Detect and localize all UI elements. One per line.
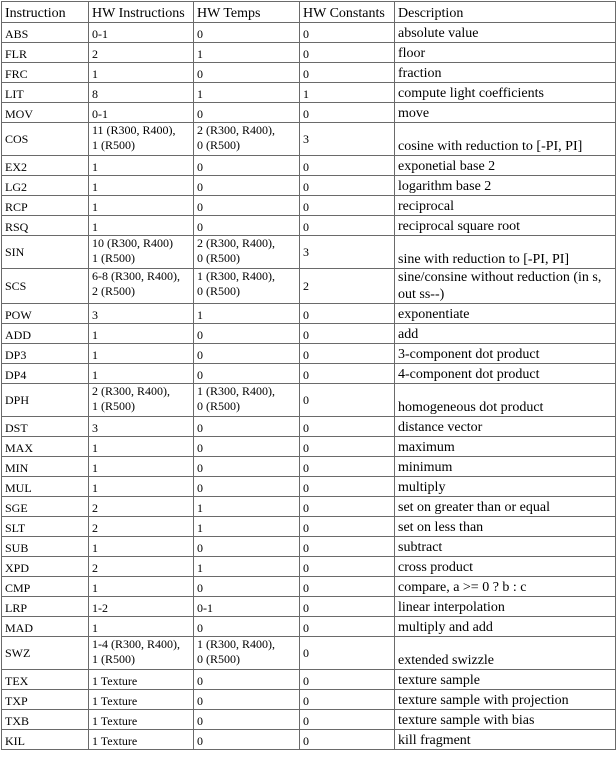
cell-line: 1 (R300, R400), xyxy=(197,637,275,651)
cell-hw-constants: 0 xyxy=(300,477,395,497)
cell-instruction: DP3 xyxy=(2,344,89,364)
cell-hw-constants: 2 xyxy=(300,269,395,304)
cell-hw-temps xyxy=(194,730,300,750)
cell-instruction: KIL xyxy=(2,730,89,750)
cell-hw-temps xyxy=(194,304,300,324)
cell-hw-instructions xyxy=(89,384,194,417)
header-hw-temps: HW Temps xyxy=(194,2,300,23)
cell-hw-temps xyxy=(194,83,300,103)
cell-hw-temps xyxy=(194,123,300,156)
cell-hw-constants: 0 xyxy=(300,637,395,670)
cell-instruction: LRP xyxy=(2,597,89,617)
cell-description: maximum xyxy=(395,437,616,457)
cell-hw-constants: 0 xyxy=(300,43,395,63)
cell-hw-instructions xyxy=(89,344,194,364)
cell-instruction: ADD xyxy=(2,324,89,344)
cell-hw-temps xyxy=(194,577,300,597)
cell-line: 0-1 xyxy=(92,27,108,41)
header-instruction: Instruction xyxy=(2,2,89,23)
cell-line: 1 xyxy=(92,621,98,635)
cell-line: 1 (R500) xyxy=(92,652,135,666)
cell-line: 0 xyxy=(197,328,203,342)
table-row xyxy=(2,344,616,364)
table-row xyxy=(2,156,616,176)
cell-line: 1 Texture xyxy=(92,734,138,748)
cell-instruction: RSQ xyxy=(2,216,89,236)
table-row xyxy=(2,176,616,196)
cell-line: 1 (R500) xyxy=(92,399,135,413)
cell-description: multiply xyxy=(395,477,616,497)
table-row xyxy=(2,324,616,344)
table-row xyxy=(2,123,616,156)
cell-line: 2 xyxy=(92,47,98,61)
cell-line: 1 xyxy=(197,87,203,101)
cell-hw-constants: 0 xyxy=(300,216,395,236)
table-row xyxy=(2,477,616,497)
cell-hw-constants: 0 xyxy=(300,710,395,730)
cell-hw-instructions xyxy=(89,670,194,690)
cell-instruction: DPH xyxy=(2,384,89,417)
cell-line: 0 xyxy=(197,180,203,194)
cell-hw-temps xyxy=(194,324,300,344)
cell-instruction: MUL xyxy=(2,477,89,497)
cell-line: 0 xyxy=(197,481,203,495)
cell-hw-instructions xyxy=(89,537,194,557)
cell-hw-instructions xyxy=(89,83,194,103)
cell-description: fraction xyxy=(395,63,616,83)
cell-hw-temps xyxy=(194,216,300,236)
table-row xyxy=(2,437,616,457)
cell-hw-instructions xyxy=(89,477,194,497)
cell-hw-constants: 0 xyxy=(300,457,395,477)
cell-line: 1 (R500) xyxy=(92,251,135,265)
table-row xyxy=(2,304,616,324)
cell-description: add xyxy=(395,324,616,344)
cell-instruction: MIN xyxy=(2,457,89,477)
cell-hw-temps xyxy=(194,269,300,304)
cell-hw-temps xyxy=(194,63,300,83)
cell-hw-temps xyxy=(194,23,300,43)
cell-hw-constants: 0 xyxy=(300,557,395,577)
cell-description: compare, a >= 0 ? b : c xyxy=(395,577,616,597)
table-row xyxy=(2,670,616,690)
cell-line: 3 xyxy=(92,308,98,322)
cell-line: 1 (R500) xyxy=(92,138,135,152)
cell-line: 1 Texture xyxy=(92,694,138,708)
cell-line: 0 (R500) xyxy=(197,138,240,152)
cell-line: 0 xyxy=(197,581,203,595)
cell-description: absolute value xyxy=(395,23,616,43)
cell-hw-constants: 0 xyxy=(300,497,395,517)
table-row xyxy=(2,617,616,637)
cell-instruction: SIN xyxy=(2,236,89,269)
table-row xyxy=(2,384,616,417)
cell-description: texture sample with projection xyxy=(395,690,616,710)
cell-line: 11 (R300, R400), xyxy=(92,123,176,137)
cell-line: 0 (R500) xyxy=(197,652,240,666)
cell-line: 0 xyxy=(197,27,203,41)
table-row xyxy=(2,710,616,730)
cell-line: 2 (R300, R400), xyxy=(92,384,170,398)
cell-line: 6-8 (R300, R400), xyxy=(92,269,180,283)
cell-instruction: ABS xyxy=(2,23,89,43)
cell-hw-instructions xyxy=(89,123,194,156)
cell-hw-constants: 0 xyxy=(300,690,395,710)
cell-line: 1 Texture xyxy=(92,674,138,688)
cell-instruction: DP4 xyxy=(2,364,89,384)
cell-hw-instructions xyxy=(89,557,194,577)
cell-line: 0 xyxy=(197,348,203,362)
cell-hw-instructions xyxy=(89,437,194,457)
cell-hw-temps xyxy=(194,364,300,384)
cell-hw-temps xyxy=(194,43,300,63)
cell-description: sine/consine without reduction (in s, out ss--) xyxy=(395,269,616,304)
cell-line: 0 xyxy=(197,541,203,555)
cell-line: 2 xyxy=(92,561,98,575)
cell-description: cross product xyxy=(395,557,616,577)
cell-hw-temps xyxy=(194,597,300,617)
cell-hw-instructions xyxy=(89,517,194,537)
cell-line: 1-4 (R300, R400), xyxy=(92,637,180,651)
cell-instruction: RCP xyxy=(2,196,89,216)
cell-description: texture sample with bias xyxy=(395,710,616,730)
cell-instruction: MOV xyxy=(2,103,89,123)
cell-hw-constants: 3 xyxy=(300,236,395,269)
cell-description: extended swizzle xyxy=(395,637,616,670)
cell-description: set on less than xyxy=(395,517,616,537)
cell-hw-constants: 0 xyxy=(300,196,395,216)
cell-hw-constants: 0 xyxy=(300,597,395,617)
cell-instruction: LIT xyxy=(2,83,89,103)
cell-hw-constants: 0 xyxy=(300,156,395,176)
cell-description: homogeneous dot product xyxy=(395,384,616,417)
cell-line: 1 (R300, R400), xyxy=(197,269,275,283)
cell-line: 0 xyxy=(197,674,203,688)
cell-line: 1 Texture xyxy=(92,714,138,728)
cell-instruction: SUB xyxy=(2,537,89,557)
cell-line: 1 xyxy=(197,501,203,515)
cell-hw-instructions xyxy=(89,637,194,670)
cell-hw-temps xyxy=(194,196,300,216)
table-row xyxy=(2,417,616,437)
cell-hw-instructions xyxy=(89,417,194,437)
cell-instruction: EX2 xyxy=(2,156,89,176)
cell-hw-instructions xyxy=(89,196,194,216)
cell-description: distance vector xyxy=(395,417,616,437)
cell-hw-temps xyxy=(194,617,300,637)
cell-line: 2 (R300, R400), xyxy=(197,236,275,250)
cell-description: texture sample xyxy=(395,670,616,690)
cell-hw-instructions xyxy=(89,304,194,324)
cell-instruction: TEX xyxy=(2,670,89,690)
table-row xyxy=(2,537,616,557)
cell-line: 0 (R500) xyxy=(197,284,240,298)
header-hw-instructions: HW Instructions xyxy=(89,2,194,23)
table-row xyxy=(2,637,616,670)
cell-hw-instructions xyxy=(89,269,194,304)
cell-hw-instructions xyxy=(89,216,194,236)
cell-hw-temps xyxy=(194,417,300,437)
cell-line: 8 xyxy=(92,87,98,101)
cell-hw-constants: 0 xyxy=(300,63,395,83)
cell-hw-temps xyxy=(194,236,300,269)
cell-line: 0 xyxy=(197,200,203,214)
cell-description: sine with reduction to [-PI, PI] xyxy=(395,236,616,269)
cell-line: 1 xyxy=(92,481,98,495)
cell-line: 0 (R500) xyxy=(197,251,240,265)
cell-line: 1 xyxy=(92,160,98,174)
cell-hw-temps xyxy=(194,557,300,577)
cell-line: 0 (R500) xyxy=(197,399,240,413)
cell-instruction: CMP xyxy=(2,577,89,597)
cell-line: 0 xyxy=(197,160,203,174)
cell-line: 0 xyxy=(197,67,203,81)
cell-description: kill fragment xyxy=(395,730,616,750)
cell-description: compute light coefficients xyxy=(395,83,616,103)
table-row xyxy=(2,103,616,123)
cell-instruction: SLT xyxy=(2,517,89,537)
cell-description: 4-component dot product xyxy=(395,364,616,384)
cell-line: 10 (R300, R400) xyxy=(92,236,173,250)
cell-line: 1 xyxy=(92,348,98,362)
cell-line: 1 xyxy=(92,541,98,555)
cell-description: floor xyxy=(395,43,616,63)
cell-line: 1 xyxy=(92,581,98,595)
cell-hw-instructions xyxy=(89,690,194,710)
cell-line: 1 xyxy=(197,308,203,322)
header-row xyxy=(2,2,616,23)
cell-instruction: FRC xyxy=(2,63,89,83)
cell-line: 1 xyxy=(197,47,203,61)
cell-instruction: SCS xyxy=(2,269,89,304)
cell-hw-instructions xyxy=(89,710,194,730)
table-row xyxy=(2,23,616,43)
cell-line: 2 xyxy=(92,501,98,515)
cell-line: 0 xyxy=(197,441,203,455)
cell-instruction: DST xyxy=(2,417,89,437)
cell-hw-temps xyxy=(194,437,300,457)
cell-hw-temps xyxy=(194,103,300,123)
cell-instruction: FLR xyxy=(2,43,89,63)
table-body xyxy=(2,23,616,750)
cell-line: 0-1 xyxy=(197,601,213,615)
cell-hw-constants: 0 xyxy=(300,324,395,344)
table-row xyxy=(2,269,616,304)
cell-hw-constants: 0 xyxy=(300,537,395,557)
cell-hw-temps xyxy=(194,517,300,537)
cell-hw-instructions xyxy=(89,324,194,344)
cell-hw-constants: 1 xyxy=(300,83,395,103)
cell-hw-temps xyxy=(194,710,300,730)
cell-description: linear interpolation xyxy=(395,597,616,617)
cell-hw-instructions xyxy=(89,457,194,477)
cell-description: logarithm base 2 xyxy=(395,176,616,196)
cell-description: reciprocal xyxy=(395,196,616,216)
cell-hw-temps xyxy=(194,637,300,670)
cell-hw-instructions xyxy=(89,23,194,43)
cell-hw-temps xyxy=(194,156,300,176)
cell-line: 1 xyxy=(92,220,98,234)
cell-line: 1 xyxy=(92,67,98,81)
cell-line: 1 xyxy=(197,561,203,575)
cell-line: 0 xyxy=(197,694,203,708)
header-hw-constants: HW Constants xyxy=(300,2,395,23)
cell-hw-constants: 0 xyxy=(300,617,395,637)
table-row xyxy=(2,557,616,577)
cell-line: 1 xyxy=(92,441,98,455)
cell-line: 1 (R300, R400), xyxy=(197,384,275,398)
cell-description: set on greater than or equal xyxy=(395,497,616,517)
cell-hw-constants: 0 xyxy=(300,23,395,43)
cell-hw-constants: 0 xyxy=(300,364,395,384)
table-row xyxy=(2,517,616,537)
table-row xyxy=(2,497,616,517)
cell-line: 0 xyxy=(197,714,203,728)
cell-hw-instructions xyxy=(89,597,194,617)
cell-hw-instructions xyxy=(89,364,194,384)
cell-hw-instructions xyxy=(89,497,194,517)
cell-line: 2 (R500) xyxy=(92,284,135,298)
cell-line: 1 xyxy=(92,180,98,194)
cell-instruction: MAX xyxy=(2,437,89,457)
cell-hw-constants: 0 xyxy=(300,577,395,597)
table-row xyxy=(2,216,616,236)
cell-line: 1 xyxy=(92,200,98,214)
cell-hw-temps xyxy=(194,176,300,196)
cell-hw-constants: 0 xyxy=(300,730,395,750)
table-row xyxy=(2,236,616,269)
table-row xyxy=(2,597,616,617)
cell-line: 0 xyxy=(197,421,203,435)
instruction-table xyxy=(1,1,616,750)
cell-description: 3-component dot product xyxy=(395,344,616,364)
table-row xyxy=(2,577,616,597)
cell-hw-constants: 0 xyxy=(300,670,395,690)
cell-description: cosine with reduction to [-PI, PI] xyxy=(395,123,616,156)
cell-line: 0 xyxy=(197,368,203,382)
cell-hw-instructions xyxy=(89,156,194,176)
cell-line: 2 (R300, R400), xyxy=(197,123,275,137)
cell-hw-temps xyxy=(194,477,300,497)
cell-hw-temps xyxy=(194,537,300,557)
cell-description: exponetial base 2 xyxy=(395,156,616,176)
cell-description: reciprocal square root xyxy=(395,216,616,236)
cell-instruction: TXP xyxy=(2,690,89,710)
cell-hw-constants: 0 xyxy=(300,176,395,196)
cell-hw-constants: 0 xyxy=(300,384,395,417)
cell-instruction: LG2 xyxy=(2,176,89,196)
header-description: Description xyxy=(395,2,616,23)
cell-hw-temps xyxy=(194,344,300,364)
table-row xyxy=(2,690,616,710)
cell-hw-temps xyxy=(194,384,300,417)
cell-line: 0 xyxy=(197,621,203,635)
cell-hw-constants: 0 xyxy=(300,103,395,123)
cell-hw-instructions xyxy=(89,236,194,269)
cell-hw-instructions xyxy=(89,103,194,123)
cell-hw-instructions xyxy=(89,617,194,637)
table-row xyxy=(2,83,616,103)
cell-hw-constants: 0 xyxy=(300,304,395,324)
cell-hw-instructions xyxy=(89,730,194,750)
cell-instruction: SWZ xyxy=(2,637,89,670)
cell-line: 1 xyxy=(92,368,98,382)
cell-hw-temps xyxy=(194,497,300,517)
cell-description: exponentiate xyxy=(395,304,616,324)
table-row xyxy=(2,730,616,750)
cell-hw-instructions xyxy=(89,43,194,63)
cell-hw-constants: 0 xyxy=(300,344,395,364)
cell-hw-temps xyxy=(194,670,300,690)
table-row xyxy=(2,43,616,63)
cell-hw-instructions xyxy=(89,63,194,83)
table-row xyxy=(2,63,616,83)
cell-hw-instructions xyxy=(89,176,194,196)
cell-line: 1-2 xyxy=(92,601,108,615)
cell-line: 2 xyxy=(92,521,98,535)
cell-hw-constants: 0 xyxy=(300,517,395,537)
cell-instruction: XPD xyxy=(2,557,89,577)
cell-line: 0-1 xyxy=(92,107,108,121)
cell-line: 0 xyxy=(197,107,203,121)
cell-description: multiply and add xyxy=(395,617,616,637)
cell-instruction: SGE xyxy=(2,497,89,517)
cell-hw-constants: 3 xyxy=(300,123,395,156)
cell-hw-temps xyxy=(194,457,300,477)
cell-hw-instructions xyxy=(89,577,194,597)
cell-instruction: POW xyxy=(2,304,89,324)
cell-hw-constants: 0 xyxy=(300,437,395,457)
cell-description: subtract xyxy=(395,537,616,557)
cell-instruction: MAD xyxy=(2,617,89,637)
cell-line: 0 xyxy=(197,461,203,475)
cell-hw-temps xyxy=(194,690,300,710)
table-row xyxy=(2,364,616,384)
cell-instruction: TXB xyxy=(2,710,89,730)
cell-description: minimum xyxy=(395,457,616,477)
cell-line: 0 xyxy=(197,734,203,748)
table-row xyxy=(2,196,616,216)
cell-line: 3 xyxy=(92,421,98,435)
cell-hw-constants: 0 xyxy=(300,417,395,437)
cell-instruction: COS xyxy=(2,123,89,156)
cell-description: move xyxy=(395,103,616,123)
cell-line: 1 xyxy=(197,521,203,535)
cell-line: 1 xyxy=(92,461,98,475)
table-row xyxy=(2,457,616,477)
cell-line: 1 xyxy=(92,328,98,342)
cell-line: 0 xyxy=(197,220,203,234)
